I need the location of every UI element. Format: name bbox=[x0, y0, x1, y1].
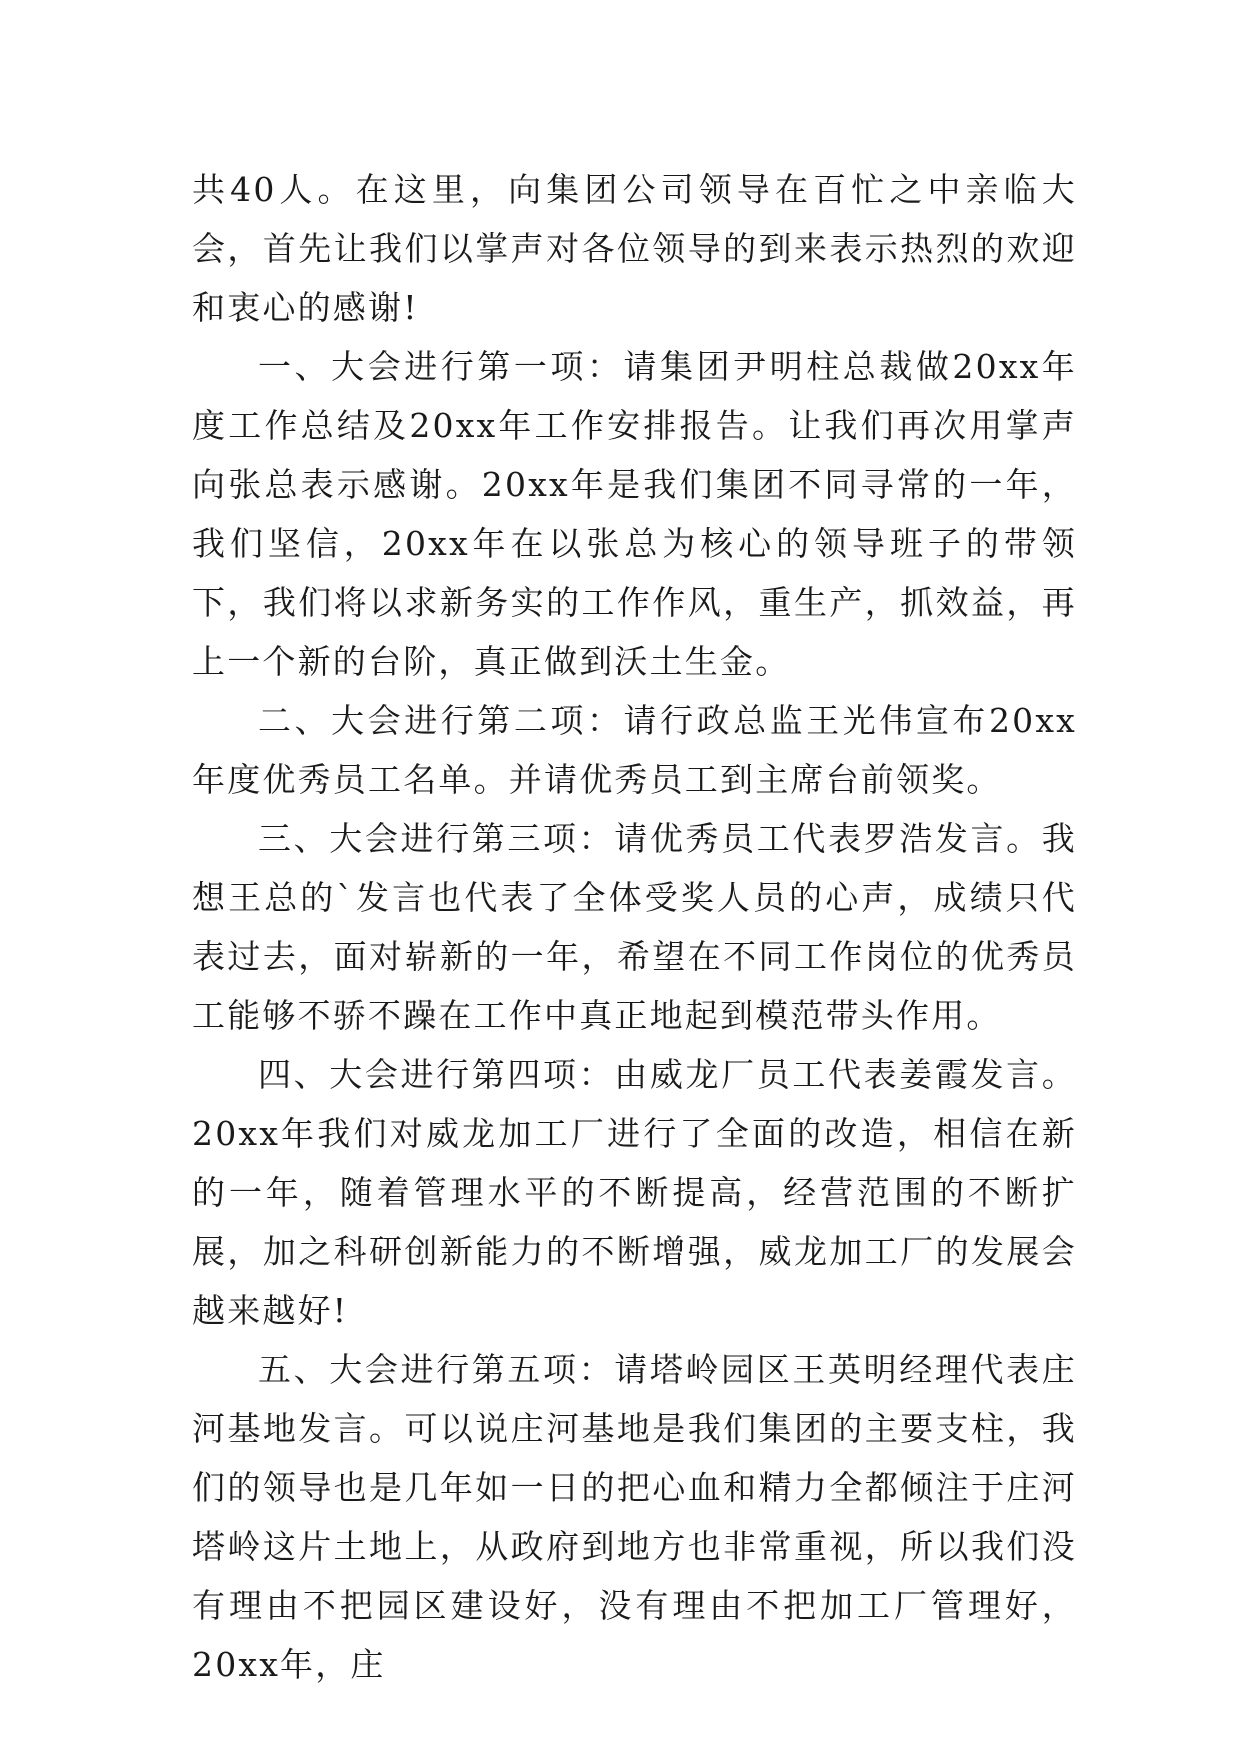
paragraph-item-1: 一、大会进行第一项：请集团尹明柱总裁做20xx年度工作总结及20xx年工作安排报告。让我们再次用掌声向张总表示感谢。20xx年是我们集团不同寻常的一年，我们坚信，20xx年在以张总为核心的领导班子的带领下，我们将以求新务实的工作作风，重生产，抓效益，再上一个新的台阶，真正做到沃土生金。 bbox=[192, 347, 1077, 681]
paragraph-item-3: 三、大会进行第三项：请优秀员工代表罗浩发言。我想王总的`发言也代表了全体受奖人员的心声，成绩只代表过去，面对崭新的一年，希望在不同工作岗位的优秀员工能够不骄不躁在工作中真正地起到模范带头作用。 bbox=[192, 819, 1077, 1035]
paragraph-item-2: 二、大会进行第二项：请行政总监王光伟宣布20xx年度优秀员工名单。并请优秀员工到主席台前领奖。 bbox=[192, 701, 1077, 799]
document-body bbox=[192, 160, 1077, 1694]
paragraph-item-5: 五、大会进行第五项：请塔岭园区王英明经理代表庄河基地发言。可以说庄河基地是我们集团的主要支柱，我们的领导也是几年如一日的把心血和精力全都倾注于庄河塔岭这片土地上，从政府到地方也非常重视，所以我们没有理由不把园区建设好，没有理由不把加工厂管理好，20xx年，庄 bbox=[192, 1350, 1077, 1684]
paragraph-intro: 共40人。在这里，向集团公司领导在百忙之中亲临大会，首先让我们以掌声对各位领导的到来表示热烈的欢迎和衷心的感谢! bbox=[192, 170, 1077, 327]
paragraph-item-4: 四、大会进行第四项：由威龙厂员工代表姜霞发言。20xx年我们对威龙加工厂进行了全面的改造，相信在新的一年，随着管理水平的不断提高，经营范围的不断扩展，加之科研创新能力的不断增强，威龙加工厂的发展会越来越好! bbox=[192, 1055, 1077, 1330]
